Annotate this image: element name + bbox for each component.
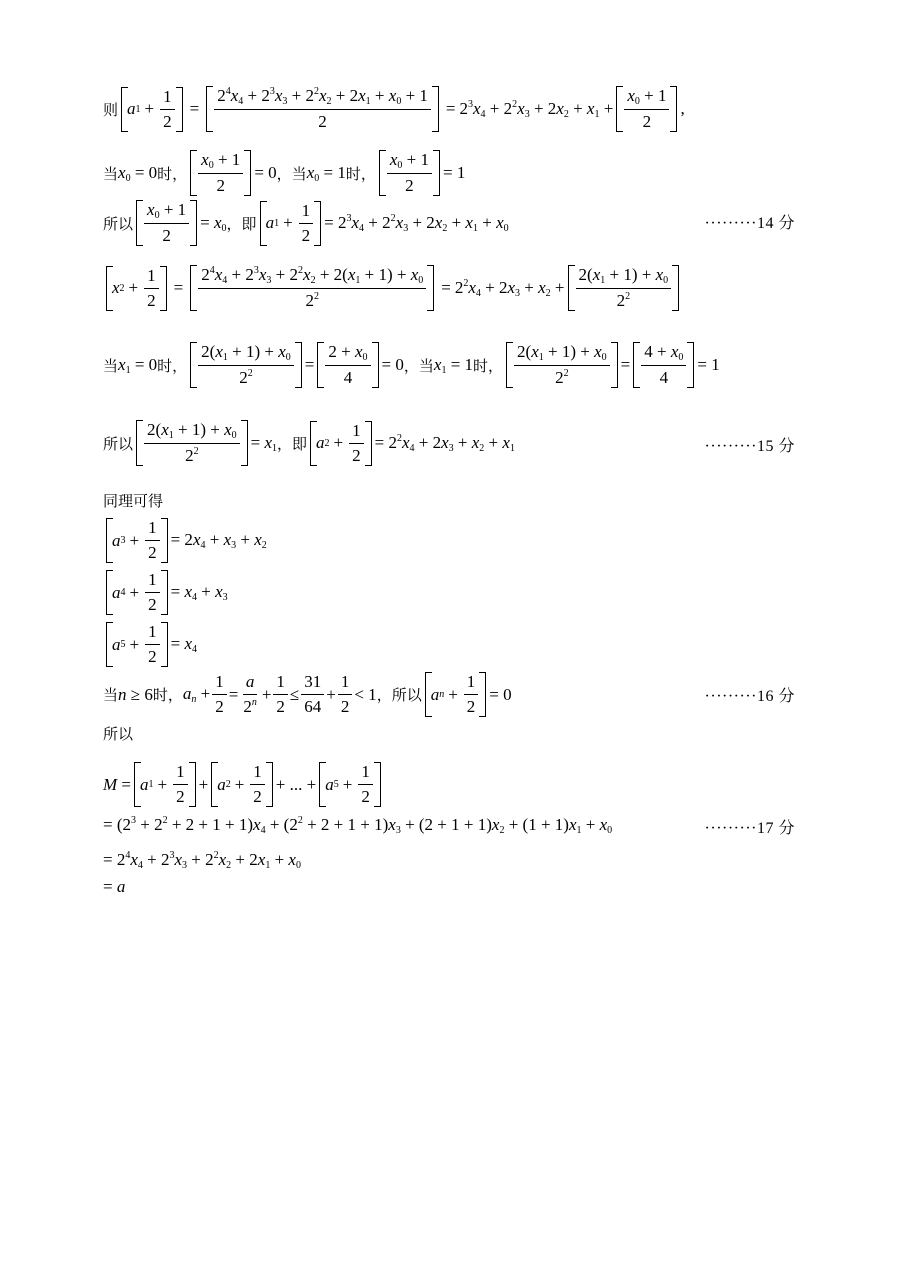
floor-bracket: a 2 + $\frac{1}{2}$ [310, 421, 372, 466]
line-case-x1: 当 $x_1 = 0$ 时， $2(x_1 + 1) + x_0$ $2^2$ = $2 + x_0$ 4 = 0 ， 当 $x_1 = 1$ 时， $2(x_1 + 1) + x_0$ $2^2$ = $4 + x_0$ 4 = 1 [103, 342, 720, 387]
floor-bracket: $2^4x_4 + 2^3x_3 + 2^2x_2 + 2(x_1 + 1) + x_0$ $2^2$ [190, 265, 434, 311]
line-a4: a 4 + $\frac{1}{2}$ = $x_4 + x_3$ [103, 570, 228, 615]
floor-bracket: $4 + x_0$ 4 [633, 342, 694, 388]
line-a3: a 3 + $\frac{1}{2}$ = $2x_4 + x_3 + x_2$ [103, 518, 267, 563]
floor-bracket: a 3 + $\frac{1}{2}$ [106, 518, 168, 563]
floor-bracket: $2(x_1 + 1) + x_0$ $2^2$ [190, 342, 302, 388]
floor-bracket: $x_0 + 1$ 2 [190, 150, 251, 196]
floor-bracket: $2 + x_0$ 4 [317, 342, 378, 388]
floor-bracket: $x_0 + 1$ 2 [136, 200, 197, 246]
line-a1-expansion: 则 a 1 + $\frac{1}{2}$ = $2^4x_4 + 2^3x_3 + 2^2x_2 + 2x_1 + x_0 + 1$ 2 = $2^3x_4 + 2^2x_3 + 2x_2 + x_1$ + $x_0 + 1$ 2 , [103, 86, 685, 131]
score-15: ·········15 分 [704, 438, 795, 455]
floor-bracket: a 2 + $\frac{1}{2}$ [211, 762, 273, 807]
floor-bracket: $2(x_1 + 1) + x_0$ $2^2$ [568, 265, 680, 311]
floor-bracket: $2(x_1 + 1) + x_0$ $2^2$ [506, 342, 618, 388]
line-M-sum: = $(2^3 + 2^2 + 2 + 1 + 1)x_4 + (2^2 + 2 + 1 + 1)x_3 + (2 + 1 + 1)x_2 + (1 + 1)x_1 + x_0$ [103, 815, 613, 836]
floor-bracket: $x_0 + 1$ 2 [616, 86, 677, 132]
line-a2-expansion: x 2 + $\frac{1}{2}$ = $2^4x_4 + 2^3x_3 + 2^2x_2 + 2(x_1 + 1) + x_0$ $2^2$ = $2^2x_4 + 2x_3 + x_2$ + $2(x_1 + 1) + x_0$ $2^2$ [103, 265, 682, 311]
score-14: ·········14 分 [704, 215, 795, 232]
score-16: ·········16 分 [704, 688, 795, 705]
floor-bracket: a 1 + $\frac{1}{2}$ [121, 87, 183, 132]
line-M-simplified: = $2^4x_4 + 2^3x_3 + 2^2x_2 + 2x_1 + x_0$ [103, 850, 301, 871]
line-n-ge-6: 当 n ≥ 6 时， $a_n$ + $\frac{1}{2}$ = $\frac{a}{2^n}$ + $\frac{1}{2}$ ≤ $\frac{31}{64}$ + $\frac{1}{2}$ < 1 ，所以 a n + $\frac{1}{2}$ = 0 [103, 672, 512, 716]
floor-bracket: a 5 + $\frac{1}{2}$ [319, 762, 381, 807]
line-M-def: M = a 1 + $\frac{1}{2}$ + a 2 + $\frac{1}{2}$ + ... + a 5 + $\frac{1}{2}$ [103, 762, 384, 807]
line-therefore: 所以 [103, 725, 134, 743]
floor-bracket: $2^4x_4 + 2^3x_3 + 2^2x_2 + 2x_1 + x_0 + 1$ 2 [206, 86, 439, 132]
floor-bracket: $x_0 + 1$ 2 [379, 150, 440, 196]
line-similarly: 同理可得 [103, 492, 164, 510]
floor-bracket: a 5 + $\frac{1}{2}$ [106, 622, 168, 667]
floor-bracket: a 4 + $\frac{1}{2}$ [106, 570, 168, 615]
line-M-result: = a [103, 877, 126, 896]
floor-bracket: a 1 + $\frac{1}{2}$ [260, 201, 322, 246]
line-a5: a 5 + $\frac{1}{2}$ = $x_4$ [103, 622, 197, 667]
line-conclusion-a2: 所以 $2(x_1 + 1) + x_0$ $2^2$ = $x_1$ ，即 a 2 + $\frac{1}{2}$ = $2^2x_4 + 2x_3 + x_2 + x_1$ [103, 420, 515, 465]
floor-bracket: a n + $\frac{1}{2}$ [425, 672, 487, 717]
floor-bracket: $2(x_1 + 1) + x_0$ $2^2$ [136, 420, 248, 466]
floor-bracket: a 1 + $\frac{1}{2}$ [134, 762, 196, 807]
score-17: ·········17 分 [704, 820, 795, 837]
line-case-x0: 当 $x_0 = 0$ 时， $x_0 + 1$ 2 = 0 ， 当 $x_0 = 1$ 时， $x_0 + 1$ 2 = 1 [103, 150, 466, 195]
line-conclusion-a1: 所以 $x_0 + 1$ 2 = $x_0$ ，即 a 1 + $\frac{1}{2}$ = $2^3x_4 + 2^2x_3 + 2x_2 + x_1 + x_0$ [103, 200, 509, 245]
floor-bracket: x 2 + $\frac{1}{2}$ [106, 266, 167, 311]
